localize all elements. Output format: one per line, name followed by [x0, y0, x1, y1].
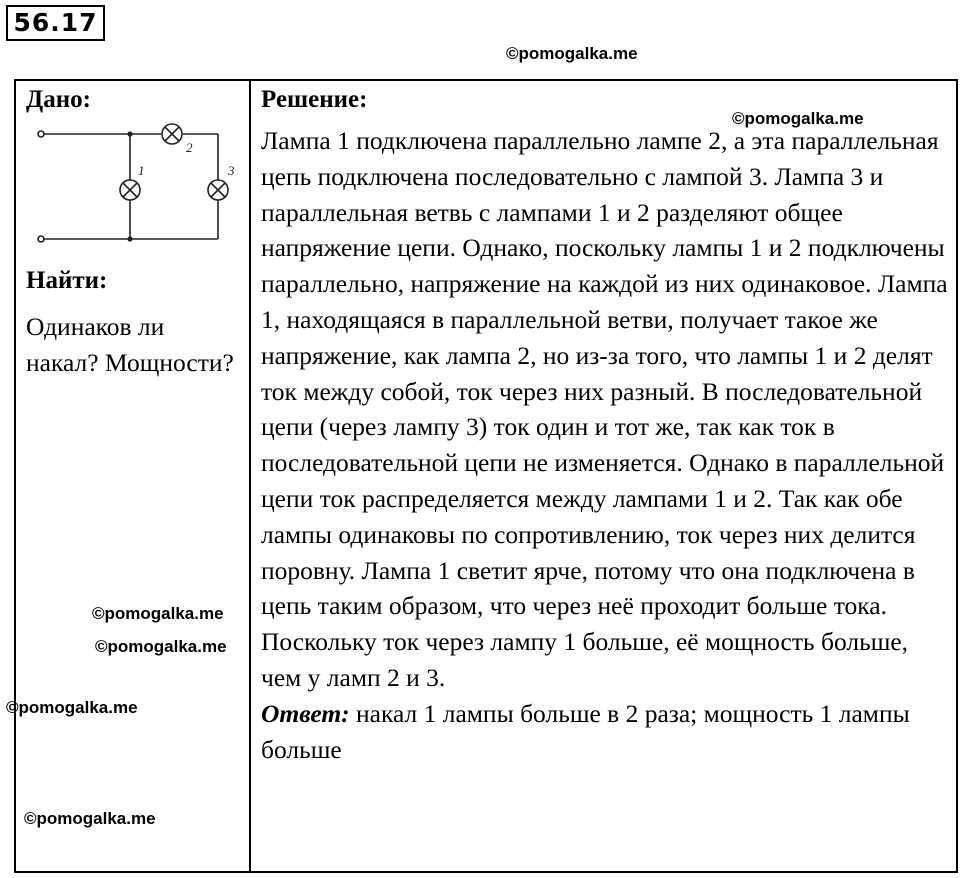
circuit-diagram — [26, 118, 244, 254]
lamp-2-symbol — [162, 124, 182, 144]
find-text: Одинаков ли накал? Мощности? — [26, 312, 234, 377]
solution-body — [261, 123, 953, 767]
junction-dot — [127, 131, 132, 136]
lamp-2-label: 2 — [186, 140, 193, 155]
answer-line — [261, 696, 953, 768]
lamp-3-symbol — [208, 180, 228, 200]
column-divider — [249, 79, 251, 873]
given-heading: Дано: — [26, 86, 91, 113]
lamp-3-label: 3 — [228, 163, 235, 178]
lamp-1-symbol — [120, 180, 140, 200]
answer-label: Ответ: — [261, 698, 350, 728]
answer-text: накал 1 лампы больше в 2 раза; мощность 1 лампы больше — [261, 698, 910, 764]
solution-text: Лампа 1 подключена параллельно лампе 2, а эта параллельная цепь подключена последовательно с лампой 3. Лампа 3 и параллельная ветвь с лампами 1 и 2 разделяют общее напряжение цепи. Однако, поскольку лампы 1 и 2 подключены параллельно, напряжение на каждой из них одинаковое. Лампа 1, находящаяся в параллельной ветви, получает такое же напряжение, как лампа 2, но из-за того, что лампы 1 и 2 делят ток между собой, ток через них разный. В последовательной цепи (через лампу 3) ток один и тот же, так как ток в последовательной цепи не изменяется. Однако в параллельной цепи ток распределяется между лампами 1 и 2. Так как обе лампы одинаковы по сопротивлению, ток через них делится поровну. Лампа 1 светит ярче, потому что она подключена в цепь таким образом, что через неё проходит больше тока. Поскольку ток через лампу 1 больше, её мощность больше, чем у ламп 2 и 3. — [261, 126, 948, 692]
terminal-bottom — [38, 236, 44, 242]
find-heading: Найти: — [26, 267, 108, 294]
junction-dot — [127, 236, 132, 241]
watermark: ©pomogalka.me — [732, 109, 864, 128]
watermark: ©pomogalka.me — [6, 698, 138, 717]
lamp-1-label: 1 — [138, 163, 145, 178]
watermark: ©pomogalka.me — [92, 604, 224, 623]
solution-heading: Решение: — [261, 86, 368, 113]
watermark: ©pomogalka.me — [506, 44, 638, 63]
problem-number: 56.17 — [6, 5, 105, 41]
terminal-top — [38, 131, 44, 137]
watermark: ©pomogalka.me — [95, 637, 227, 656]
watermark: ©pomogalka.me — [24, 809, 156, 828]
